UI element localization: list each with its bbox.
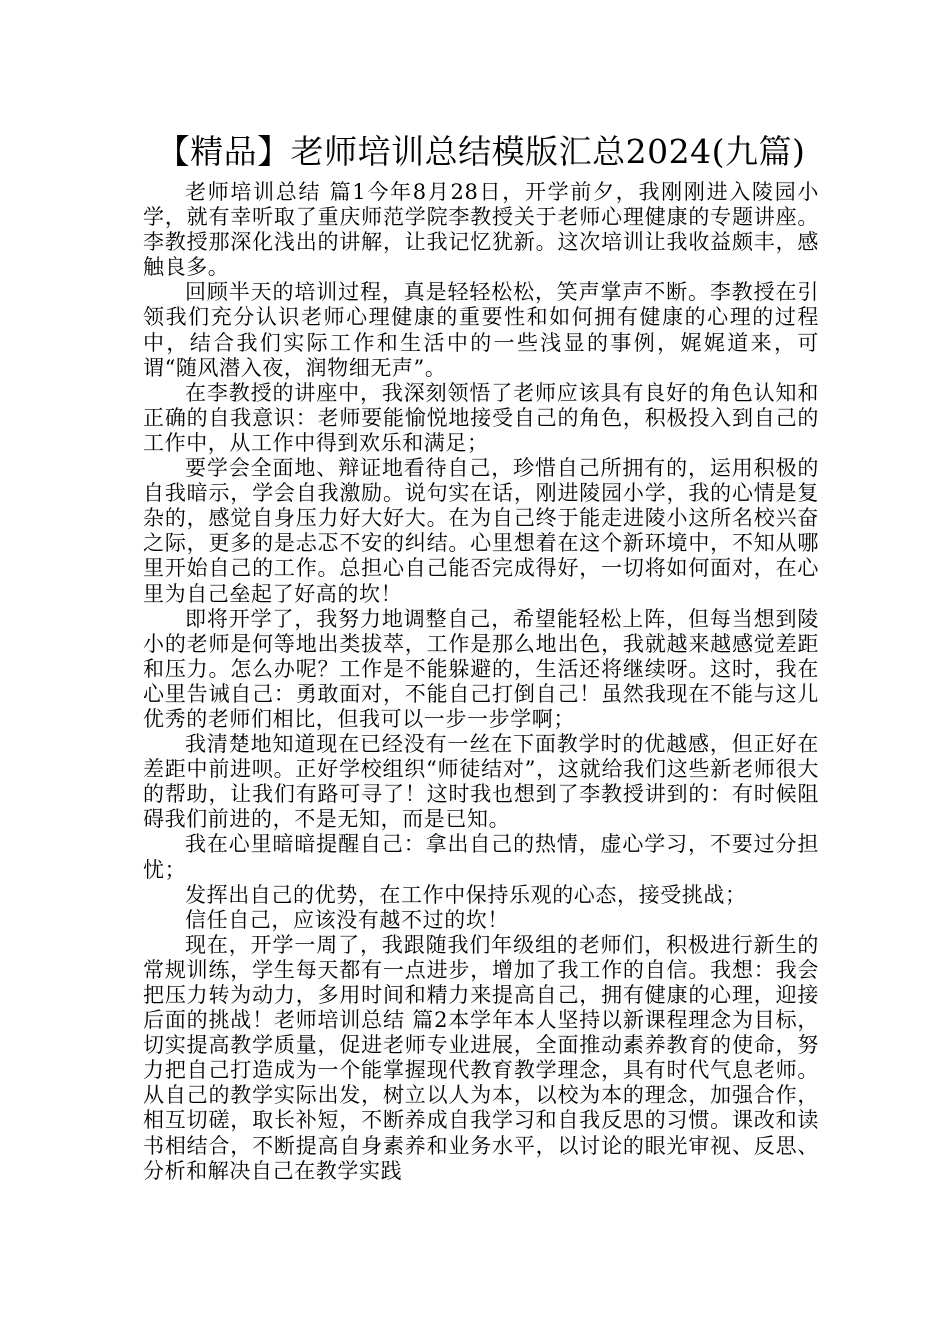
paragraph: 在李教授的讲座中，我深刻领悟了老师应该具有良好的角色认知和正确的自我意识：老师要能愉悦地接受自己的角色，积极投入到自己的工作中，从工作中得到欢乐和满足； [143, 380, 819, 455]
paragraph: 即将开学了，我努力地调整自己，希望能轻松上阵，但每当想到陵小的老师是何等地出类拔萃，工作是那么地出色，我就越来越感觉差距和压力。怎么办呢？工作是不能躲避的，生活还将继续呀。这时，我在心里告诫自己：勇敢面对，不能自己打倒自己！虽然我现在不能与这儿优秀的老师们相比，但我可以一步一步学啊； [143, 606, 819, 731]
document-title: 【精品】老师培训总结模版汇总2024(九篇) [156, 132, 806, 171]
paragraph: 现在，开学一周了，我跟随我们年级组的老师们，积极进行新生的常规训练，学生每天都有一点进步，增加了我工作的自信。我想：我会把压力转为动力，多用时间和精力来提高自己，拥有健康的心理，迎接后面的挑战！老师培训总结 篇2本学年本人坚持以新课程理念为目标，切实提高教学质量，促进老师专业进展，全面推动素养教育的使命，努力把自己打造成为一个能掌握现代教育教学理念，具有时代气息老师。从自己的教学实际出发，树立以人为本，以校为本的理念，加强合作，相互切磋，取长补短，不断养成自我学习和自我反思的习惯。课改和读书相结合，不断提高自身素养和业务水平，以讨论的眼光审视、反思、分析和解决自己在教学实践 [143, 932, 819, 1183]
paragraph: 我清楚地知道现在已经没有一丝在下面教学时的优越感，但正好在差距中前进呗。正好学校组织“师徒结对”，这就给我们这些新老师很大的帮助，让我们有路可寻了！这时我也想到了李教授讲到的：有时候阻碍我们前进的，不是无知，而是已知。 [143, 732, 819, 832]
paragraph: 我在心里暗暗提醒自己：拿出自己的热情，虚心学习，不要过分担忧； [143, 832, 819, 882]
paragraph: 要学会全面地、辩证地看待自己，珍惜自己所拥有的，运用积极的自我暗示，学会自我激励。说句实在话，刚进陵园小学，我的心情是复杂的，感觉自身压力好大好大。在为自己终于能走进陵小这所名校兴奋之际，更多的是忐忑不安的纠结。心里想着在这个新环境中，不知从哪里开始自己的工作。总担心自己能否完成得好，一切将如何面对，在心里为自己垒起了好高的坎！ [143, 456, 819, 606]
document-page [143, 128, 819, 1184]
paragraph: 老师培训总结 篇1今年8月28日，开学前夕，我刚刚进入陵园小学，就有幸听取了重庆师范学院李教授关于老师心理健康的专题讲座。李教授那深化浅出的讲解，让我记忆犹新。这次培训让我收益颇丰，感触良多。 [143, 180, 819, 280]
paragraph: 回顾半天的培训过程，真是轻轻松松，笑声掌声不断。李教授在引领我们充分认识老师心理健康的重要性和如何拥有健康的心理的过程中，结合我们实际工作和生活中的一些浅显的事例，娓娓道来，可谓“随风潜入夜，润物细无声”。 [143, 280, 819, 380]
paragraph: 信任自己，应该没有越不过的坎！ [185, 907, 509, 932]
paragraph: 发挥出自己的优势，在工作中保持乐观的心态，接受挑战； [185, 882, 747, 907]
document-body [143, 180, 819, 1184]
